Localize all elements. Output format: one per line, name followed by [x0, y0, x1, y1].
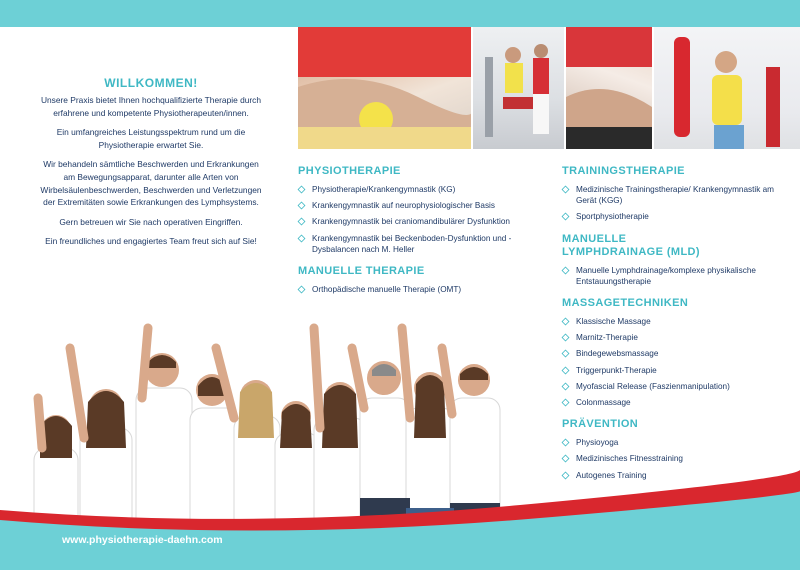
section-title: MANUELLE LYMPHDRAINAGE (MLD): [562, 232, 700, 258]
section-massagetechniken: [562, 297, 782, 408]
list-item: [562, 211, 782, 222]
list-item-label: Krankengymnastik auf neurophysiologischer Basis: [312, 201, 495, 211]
photo-massage: [298, 27, 471, 149]
intro-paragraph: Ein freundliches und engagiertes Team freut sich auf Sie!: [45, 236, 257, 247]
diamond-bullet-icon: [562, 213, 570, 221]
website-link[interactable]: www.physiotherapie-daehn.com: [62, 534, 223, 546]
list-item-label: Sportphysiotherapie: [576, 212, 649, 222]
list-item-label: Colonmassage: [576, 398, 631, 408]
services-column-right: [562, 165, 782, 491]
service-list: [562, 316, 782, 408]
diamond-bullet-icon: [562, 186, 570, 194]
section-lymphdrainage: [562, 233, 782, 287]
photo-exercise: [654, 27, 800, 149]
list-item-label: Manuelle Lymphdrainage/komplexe physikalische Entstauungstherapie: [576, 265, 756, 286]
list-item: [562, 365, 782, 376]
list-item-label: Bindegewebsmassage: [576, 349, 659, 359]
list-item: [562, 437, 782, 448]
diamond-bullet-icon: [298, 186, 306, 194]
list-item-label: Orthopädische manuelle Therapie (OMT): [312, 285, 462, 295]
intro-title: WILLKOMMEN!: [104, 76, 198, 90]
list-item-label: Triggerpunkt-Therapie: [576, 365, 657, 375]
section-title: MANUELLE THERAPIE: [298, 265, 425, 278]
section-title: MASSAGETECHNIKEN: [562, 297, 689, 310]
list-item: [562, 453, 782, 464]
service-list: [562, 265, 782, 287]
intro-paragraph: Wir behandeln sämtliche Beschwerden und Erkrankungen am Bewegungsapparat, darunter alle Arten von Wirbelsäulenbeschwerden, Beschwerden und Verletzungen der Extremitäten sowie Erkrankungen des Lymphsystems.: [40, 159, 262, 208]
diamond-bullet-icon: [298, 202, 306, 210]
diamond-bullet-icon: [562, 439, 570, 447]
intro-paragraph: Ein umfangreiches Leistungsspektrum rund um die Physiotherapie erwartet Sie.: [56, 127, 246, 150]
diamond-bullet-icon: [298, 286, 306, 294]
list-item: [298, 200, 528, 211]
service-list: [562, 184, 782, 223]
list-item: [298, 284, 528, 295]
intro-paragraph: Gern betreuen wir Sie nach operativen Eingriffen.: [59, 216, 243, 227]
list-item-label: Medizinisches Fitnesstraining: [576, 454, 683, 464]
section-title: PRÄVENTION: [562, 418, 639, 431]
diamond-bullet-icon: [562, 334, 570, 342]
services-column-middle: [298, 165, 528, 305]
section-trainingstherapie: [562, 165, 782, 223]
list-item: [562, 332, 782, 343]
footer-wave: [0, 470, 800, 570]
diamond-bullet-icon: [298, 234, 306, 242]
diamond-bullet-icon: [562, 455, 570, 463]
diamond-bullet-icon: [562, 399, 570, 407]
list-item-label: Klassische Massage: [576, 317, 651, 327]
list-item-label: Medizinische Trainingstherapie/ Krankengymnastik am Gerät (KGG): [576, 185, 774, 206]
section-physiotherapie: [298, 165, 528, 255]
service-list: [298, 184, 528, 255]
diamond-bullet-icon: [562, 382, 570, 390]
list-item: [562, 184, 782, 206]
diamond-bullet-icon: [562, 266, 570, 274]
list-item: [562, 381, 782, 392]
section-manuelle-therapie: [298, 265, 528, 295]
top-color-band: [0, 0, 800, 27]
photo-strip: [298, 27, 800, 149]
diamond-bullet-icon: [562, 318, 570, 326]
photo-training-machine: [473, 27, 564, 149]
list-item: [562, 316, 782, 327]
section-title: PHYSIOTHERAPIE: [298, 165, 401, 177]
list-item-label: Autogenes Training: [576, 470, 647, 480]
service-list: [298, 284, 528, 295]
photo-back-treatment: [566, 27, 652, 149]
list-item-label: Krankengymnastik bei craniomandibulärer Dysfunktion: [312, 217, 510, 227]
list-item: [562, 265, 782, 287]
diamond-bullet-icon: [562, 366, 570, 374]
section-title: TRAININGSTHERAPIE: [562, 165, 685, 177]
list-item: [298, 233, 528, 255]
list-item: [298, 216, 528, 227]
list-item-label: Physiotherapie/Krankengymnastik (KG): [312, 185, 456, 194]
intro-paragraph: Unsere Praxis bietet Ihnen hochqualifizierte Therapie durch erfahrene und kompetente Physiotherapeuten/innen.: [40, 95, 262, 118]
list-item-label: Marnitz-Therapie: [576, 333, 638, 343]
diamond-bullet-icon: [562, 350, 570, 358]
list-item: [562, 397, 782, 408]
list-item-label: Myofascial Release (Faszienmanipulation): [576, 381, 730, 391]
list-item-label: Krankengymnastik bei Beckenboden-Dysfunktion und -Dysbalancen nach M. Heller: [312, 233, 512, 254]
list-item: [562, 348, 782, 359]
intro-section: [38, 76, 264, 255]
list-item: [298, 184, 528, 195]
list-item-label: Physioyoga: [576, 438, 619, 448]
diamond-bullet-icon: [298, 218, 306, 226]
